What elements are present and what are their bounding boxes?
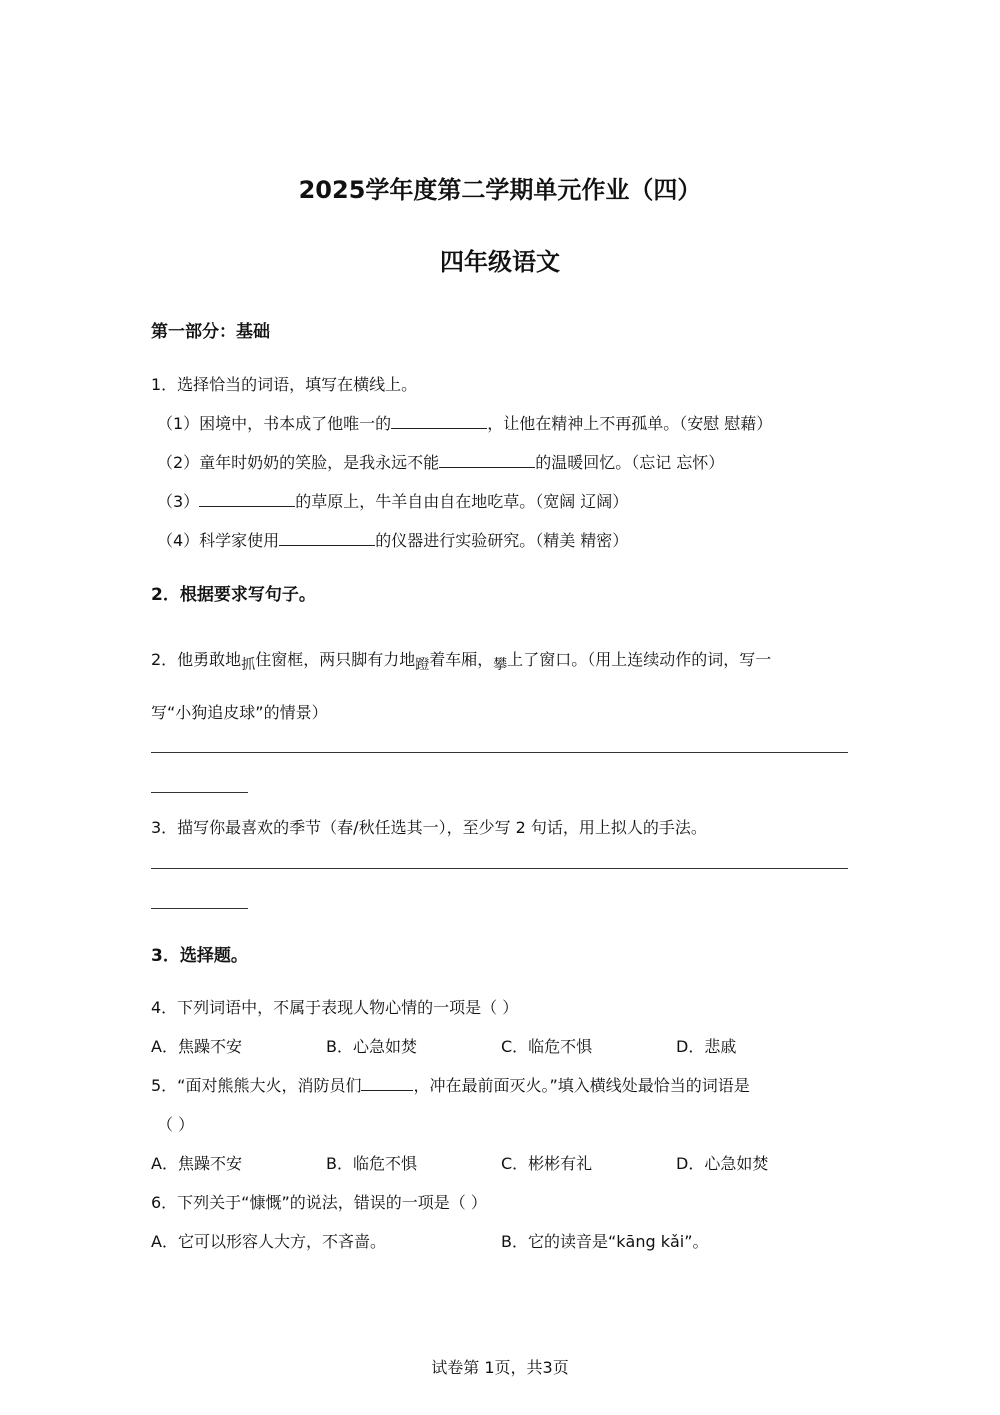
q2-line1 — [151, 647, 772, 673]
q1-item-2 — [157, 450, 724, 473]
q5-paren: （ ） — [157, 1115, 195, 1134]
q5-option-c[interactable]: C．彬彬有礼 — [501, 1154, 593, 1173]
page-footer: 试卷第 1页，共3页 — [431, 1358, 569, 1377]
q4-option-a[interactable]: A．焦躁不安 — [151, 1037, 242, 1056]
q2-text-c: 着车厢， — [429, 650, 494, 669]
q5-option-a[interactable]: A．焦躁不安 — [151, 1154, 242, 1173]
section2-heading: 2．根据要求写句子。 — [151, 585, 316, 605]
q1-item-3-pre: （3） — [157, 492, 200, 511]
q5-stem — [151, 1073, 750, 1096]
answer-line[interactable] — [151, 752, 848, 753]
q4-option-b[interactable]: B．心急如焚 — [326, 1037, 417, 1056]
q5-option-b[interactable]: B．临危不惧 — [326, 1154, 417, 1173]
q1-item-2-post: 的温暖回忆。（忘记 忘怀） — [535, 453, 725, 472]
q2-text-d: 上了窗口。（用上连续动作的词，写一 — [507, 650, 772, 669]
q4-option-c[interactable]: C．临危不惧 — [501, 1037, 593, 1056]
q6-option-a[interactable]: A．它可以形容人大方，不吝啬。 — [151, 1232, 386, 1251]
answer-blank[interactable] — [279, 531, 375, 546]
answer-line[interactable] — [151, 868, 848, 869]
q1-item-4-pre: （4）科学家使用 — [157, 531, 280, 550]
answer-blank[interactable] — [439, 453, 535, 468]
q5-stem-a: 5．“面对熊熊大火，消防员们 — [151, 1076, 362, 1095]
q2-word-2: 蹬 — [415, 657, 430, 673]
q6-option-b[interactable]: B．它的读音是“kāng kǎi”。 — [501, 1232, 709, 1251]
document-title: 2025学年度第二学期单元作业（四） — [298, 176, 702, 204]
q6-stem: 6．下列关于“慷慨”的说法，错误的一项是（ ） — [151, 1193, 487, 1212]
answer-line-short[interactable] — [151, 792, 248, 793]
q5-option-d[interactable]: D．心急如焚 — [676, 1154, 769, 1173]
answer-line-short[interactable] — [151, 908, 248, 909]
q5-stem-b: ，冲在最前面灭火。”填入横线处最恰当的词语是 — [413, 1076, 750, 1095]
q1-item-4-post: 的仪器进行实验研究。（精美 精密） — [375, 531, 629, 550]
answer-blank[interactable] — [361, 1076, 413, 1091]
q3-stem: 3．描写你最喜欢的季节（春/秋任选其一），至少写 2 句话，用上拟人的手法。 — [151, 818, 707, 837]
q4-stem: 4．下列词语中，不属于表现人物心情的一项是（ ） — [151, 998, 519, 1017]
q2-text-a: 2．他勇敢地 — [151, 650, 242, 669]
q2-line2: 写“小狗追皮球”的情景） — [151, 703, 328, 722]
q2-text-b: 住窗框，两只脚有力地 — [255, 650, 416, 669]
q1-item-1 — [157, 411, 772, 434]
document-subtitle: 四年级语文 — [440, 248, 560, 276]
q1-item-4 — [157, 528, 628, 551]
q1-item-1-post: ，让他在精神上不再孤单。（安慰 慰藉） — [487, 414, 773, 433]
section3-heading: 3．选择题。 — [151, 946, 248, 966]
q1-item-2-pre: （2）童年时奶奶的笑脸，是我永远不能 — [157, 453, 440, 472]
q1-item-3 — [157, 489, 628, 512]
q2-word-1: 抓 — [241, 657, 256, 673]
answer-blank[interactable] — [391, 414, 487, 429]
part1-heading: 第一部分：基础 — [151, 322, 270, 342]
answer-blank[interactable] — [199, 492, 295, 507]
q2-word-3: 攀 — [493, 657, 508, 673]
q1-stem: 1．选择恰当的词语，填写在横线上。 — [151, 375, 418, 394]
q1-item-1-pre: （1）困境中，书本成了他唯一的 — [157, 414, 392, 433]
q4-option-d[interactable]: D．悲戚 — [676, 1037, 737, 1056]
q1-item-3-post: 的草原上，牛羊自由自在地吃草。（宽阔 辽阔） — [295, 492, 629, 511]
